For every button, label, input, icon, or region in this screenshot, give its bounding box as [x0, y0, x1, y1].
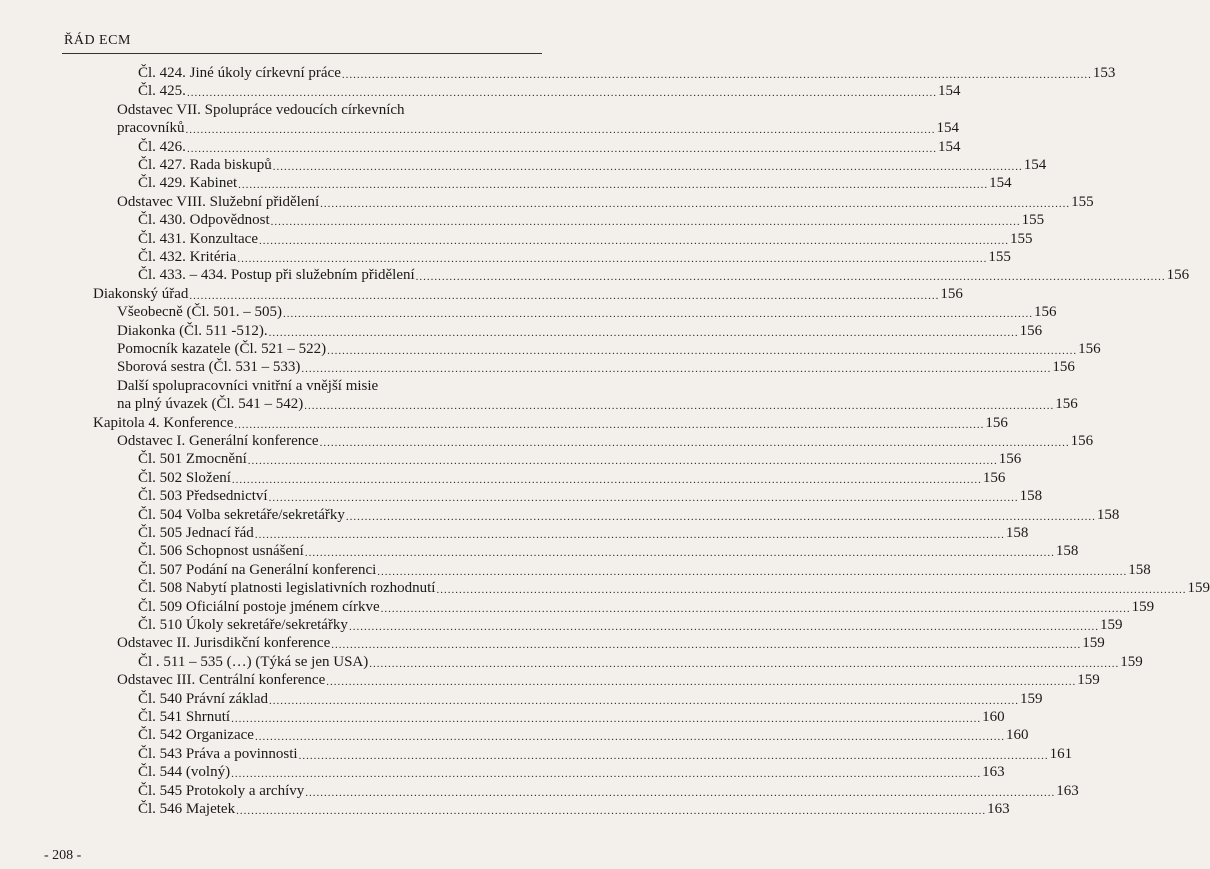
toc-entry-title: Čl. 544 (volný): [138, 764, 231, 781]
toc-entry-title: Čl. 503 Předsednictví: [138, 488, 268, 505]
toc-entry-page-number: 154: [936, 120, 959, 137]
toc-entry-page-number: 154: [937, 138, 961, 155]
toc-entry[interactable]: [0, 763, 1005, 781]
toc-entry[interactable]: [0, 745, 1073, 763]
toc-entry-title: Odstavec III. Centrální konference: [117, 672, 326, 689]
toc-entry[interactable]: [0, 690, 1043, 708]
toc-entry[interactable]: [0, 340, 1101, 358]
page-number-footer: - 208 -: [44, 848, 82, 863]
dot-leader: ........................................................................................................................................................................................................: [186, 142, 937, 155]
dot-leader: ........................................................................................................................................................................................................: [238, 179, 989, 192]
dot-leader: ........................................................................................................................................................................................................: [304, 400, 1055, 413]
toc-entry-title: Čl. 505 Jednací řád: [138, 525, 254, 541]
dot-leader: ........................................................................................................................................................................................................: [186, 87, 937, 100]
toc-entry-line: [117, 340, 1101, 358]
toc-entry-page-number: 156: [1052, 359, 1075, 376]
toc-entry-line: [117, 395, 1078, 413]
toc-entry-title: Čl. 429. Kabinet: [138, 175, 238, 192]
dot-leader: ........................................................................................................................................................................................................: [254, 731, 1005, 744]
toc-entry-line: [93, 285, 963, 303]
dot-leader: ........................................................................................................................................................................................................: [231, 473, 982, 486]
toc-entry-page-number: 163: [1056, 782, 1079, 799]
toc-entry[interactable]: [0, 616, 1123, 634]
toc-entry-title: Čl. 509 Oficiální postoje jménem církve: [138, 598, 380, 615]
dot-leader: ........................................................................................................................................................................................................: [231, 768, 982, 781]
toc-entry-line: [138, 616, 1123, 634]
toc-entry-title: Čl. 510 Úkoly sekretáře/sekretářky: [138, 617, 348, 633]
toc-entry-line: [117, 101, 406, 119]
toc-entry-line: [138, 469, 1006, 487]
toc-entry[interactable]: [0, 358, 1075, 376]
toc-entry-line: [117, 322, 1043, 340]
dot-leader: ........................................................................................................................................................................................................: [236, 805, 987, 817]
toc-entry-page-number: 155: [1021, 212, 1045, 229]
dot-leader: ........................................................................................................................................................................................................: [327, 345, 1078, 357]
dot-leader: ........................................................................................................................................................................................................: [298, 749, 1049, 762]
toc-entry[interactable]: [0, 598, 1155, 616]
toc-entry-line: [93, 414, 1008, 432]
toc-entry-page-number: 156: [1033, 304, 1057, 321]
dot-leader: ........................................................................................................................................................................................................: [254, 529, 1005, 541]
toc-entry-line: [138, 708, 1005, 726]
dot-leader: ........................................................................................................................................................................................................: [234, 418, 985, 431]
toc-entry-page-number: 160: [982, 709, 1005, 725]
toc-entry-title: Čl. 430. Odpovědnost: [138, 212, 270, 229]
toc-entry-title: Čl. 508 Nabytí platnosti legislativních rozhodnutí: [138, 580, 436, 597]
toc-entry-line: [138, 174, 1012, 192]
toc-entry-title: Čl. 542 Organizace: [138, 727, 254, 744]
toc-entry-line: [117, 303, 1057, 321]
toc-entry-page-number: 159: [1077, 672, 1100, 689]
toc-entry-title: Čl. 427. Rada biskupů: [138, 157, 272, 173]
toc-entry[interactable]: [0, 782, 1079, 800]
toc-entry-title: Čl . 511 – 535 (…) (Týká se jen USA): [138, 653, 369, 670]
toc-entry-line: [138, 561, 1151, 579]
dot-leader: ........................................................................................................................................................................................................: [341, 69, 1092, 81]
toc-entry-page-number: 154: [937, 83, 961, 100]
toc-entry[interactable]: [0, 524, 1029, 542]
toc-entry-title: Diakonský úřad: [93, 285, 189, 302]
toc-entry-title: Čl. 507 Podání na Generální konferenci: [138, 561, 377, 578]
toc-entry-line: [117, 377, 379, 395]
dot-leader: ........................................................................................................................................................................................................: [268, 492, 1019, 505]
dot-leader: ........................................................................................................................................................................................................: [320, 197, 1071, 210]
toc-entry-title: Odstavec I. Generální konference: [117, 433, 319, 449]
toc-entry[interactable]: [0, 377, 600, 395]
toc-entry[interactable]: [0, 193, 1094, 211]
toc-entry[interactable]: [0, 469, 1006, 487]
toc-entry-title: Čl. 543 Práva a povinnosti: [138, 745, 298, 762]
toc-entry[interactable]: [0, 211, 1045, 229]
toc-entry-title: Čl. 502 Složení: [138, 469, 231, 486]
toc-entry-page-number: 158: [1128, 561, 1151, 578]
toc-entry-line: [138, 800, 1010, 818]
dot-leader: ........................................................................................................................................................................................................: [270, 216, 1021, 229]
toc-entry-title: Sborová sestra (Čl. 531 – 533): [117, 359, 301, 376]
toc-entry[interactable]: [0, 800, 1010, 818]
toc-entry[interactable]: [0, 101, 600, 119]
dot-leader: ........................................................................................................................................................................................................: [247, 455, 998, 468]
toc-entry-title: Odstavec II. Jurisdikční konference: [117, 635, 331, 652]
dot-leader: ........................................................................................................................................................................................................: [237, 253, 988, 265]
toc-entry-title: Další spolupracovníci vnitřní a vnější misie: [117, 377, 379, 394]
toc-entry-title: Odstavec VIII. Služební přidělení: [117, 193, 320, 210]
toc-entry-title: Čl. 541 Shrnutí: [138, 709, 231, 725]
toc-entry-title: Všeobecně (Čl. 501. – 505): [117, 304, 282, 321]
toc-entry-line: [138, 487, 1043, 505]
toc-entry-title: Čl. 432. Kritéria: [138, 249, 237, 265]
toc-entry-page-number: 156: [982, 469, 1006, 486]
toc-entry-page-number: 159: [1120, 653, 1143, 670]
toc-entry-line: [117, 432, 1094, 450]
toc-entry-page-number: 156: [1078, 341, 1101, 357]
toc-entry-line: [138, 230, 1033, 248]
toc-entry-title: Čl. 545 Protokoly a archívy: [138, 782, 305, 799]
toc-entry-line: [138, 763, 1005, 781]
toc-entry-line: [138, 745, 1073, 763]
dot-leader: ........................................................................................................................................................................................................: [258, 234, 1009, 247]
toc-entry-page-number: 160: [1005, 727, 1029, 744]
toc-entry-page-number: 158: [1005, 525, 1029, 541]
toc-entry-page-number: 159: [1131, 598, 1155, 615]
toc-entry[interactable]: [0, 230, 1033, 248]
toc-entry[interactable]: [0, 248, 1011, 266]
toc-entry[interactable]: [0, 726, 1029, 744]
toc-entry[interactable]: [0, 322, 1043, 340]
toc-entry-page-number: 154: [989, 175, 1012, 192]
toc-entry[interactable]: [0, 487, 1043, 505]
toc-entry-line: [138, 598, 1155, 616]
toc-entry[interactable]: [0, 119, 959, 137]
toc-entry-line: [117, 634, 1105, 652]
toc-entry-title: pracovníků: [117, 120, 185, 137]
toc-entry-line: [138, 450, 1022, 468]
toc-entry-page-number: 159: [1082, 635, 1105, 652]
dot-leader: ........................................................................................................................................................................................................: [369, 657, 1120, 670]
toc-entry[interactable]: [0, 266, 1190, 284]
toc-entry-line: [117, 358, 1075, 376]
toc-entry[interactable]: [0, 671, 1100, 689]
toc-entry-page-number: 155: [1009, 230, 1033, 247]
toc-entry-line: [138, 782, 1079, 800]
dot-leader: ........................................................................................................................................................................................................: [268, 326, 1019, 339]
dot-leader: ........................................................................................................................................................................................................: [282, 308, 1033, 321]
toc-entry-line: [138, 524, 1029, 542]
toc-entry[interactable]: [0, 174, 1012, 192]
toc-entry-line: [138, 506, 1120, 524]
toc-entry[interactable]: [0, 64, 1116, 82]
toc-entry-title: na plný úvazek (Čl. 541 – 542): [117, 396, 304, 413]
toc-entry-page-number: 163: [987, 801, 1010, 817]
toc-entry-title: Čl. 506 Schopnost usnášení: [138, 543, 304, 560]
toc-entry-line: [117, 119, 959, 137]
toc-entry-page-number: 158: [1055, 543, 1079, 560]
dot-leader: ........................................................................................................................................................................................................: [272, 161, 1023, 173]
toc-entry-line: [117, 671, 1100, 689]
toc-entry-line: [138, 82, 961, 100]
toc-entry-line: [138, 726, 1029, 744]
toc-entry-line: [138, 248, 1011, 266]
running-header: ŘÁD ECM: [64, 33, 131, 48]
dot-leader: ........................................................................................................................................................................................................: [189, 289, 940, 302]
toc-entry[interactable]: [0, 138, 961, 156]
toc-entry-page-number: 158: [1019, 488, 1043, 505]
toc-entry-line: [138, 690, 1043, 708]
toc-entry[interactable]: [0, 450, 1022, 468]
toc-entry-page-number: 156: [985, 414, 1008, 431]
toc-entry-title: Čl. 425.: [138, 83, 186, 100]
dot-leader: ........................................................................................................................................................................................................: [304, 547, 1055, 560]
dot-leader: ........................................................................................................................................................................................................: [345, 510, 1096, 523]
toc-entry-title: Pomocník kazatele (Čl. 521 – 522): [117, 341, 327, 357]
toc-entry-title: Čl. 540 Právní základ: [138, 690, 268, 707]
toc-entry-line: [138, 266, 1190, 284]
toc-entry-page-number: 153: [1092, 65, 1116, 81]
dot-leader: ........................................................................................................................................................................................................: [326, 676, 1077, 689]
toc-entry-title: Čl. 426.: [138, 138, 186, 155]
toc-entry-line: [138, 542, 1079, 560]
toc-entry-page-number: 159: [1187, 580, 1210, 597]
toc-entry-line: [138, 64, 1116, 82]
toc-entry[interactable]: [0, 303, 1057, 321]
toc-entry-title: Kapitola 4. Konference: [93, 414, 234, 431]
dot-leader: ........................................................................................................................................................................................................: [348, 621, 1099, 633]
toc-entry-page-number: 156: [1070, 433, 1094, 449]
header-rule: [62, 53, 542, 54]
toc-entry-line: [117, 193, 1094, 211]
dot-leader: ........................................................................................................................................................................................................: [331, 639, 1082, 652]
toc-entry[interactable]: [0, 395, 1078, 413]
toc-entry[interactable]: [0, 156, 1047, 174]
toc-entry-page-number: 155: [1071, 193, 1094, 210]
toc-entry-page-number: 159: [1019, 690, 1043, 707]
toc-entry-page-number: 156: [1055, 396, 1078, 413]
toc-entry[interactable]: [0, 285, 963, 303]
toc-entry-line: [138, 211, 1045, 229]
dot-leader: ........................................................................................................................................................................................................: [301, 363, 1052, 376]
dot-leader: ........................................................................................................................................................................................................: [415, 271, 1166, 284]
toc-entry-line: [138, 138, 961, 156]
dot-leader: ........................................................................................................................................................................................................: [377, 565, 1128, 578]
toc-entry-page-number: 159: [1099, 617, 1123, 633]
toc-entry[interactable]: [0, 708, 1005, 726]
toc-entry-line: [138, 579, 1210, 597]
toc-entry-line: [138, 653, 1143, 671]
dot-leader: ........................................................................................................................................................................................................: [268, 694, 1019, 707]
toc-entry[interactable]: [0, 432, 1094, 450]
toc-entry-title: Čl. 424. Jiné úkoly církevní práce: [138, 65, 341, 81]
toc-entry-page-number: 154: [1023, 157, 1047, 173]
dot-leader: ........................................................................................................................................................................................................: [436, 584, 1187, 597]
dot-leader: ........................................................................................................................................................................................................: [305, 786, 1056, 799]
toc-entry-title: Čl. 433. – 434. Postup při služebním přidělení: [138, 267, 415, 284]
dot-leader: ........................................................................................................................................................................................................: [380, 602, 1131, 615]
toc-entry[interactable]: [0, 542, 1079, 560]
toc-entry-page-number: 163: [982, 764, 1005, 781]
dot-leader: ........................................................................................................................................................................................................: [185, 124, 936, 137]
toc-entry[interactable]: [0, 414, 1008, 432]
toc-entry-title: Diakonka (Čl. 511 -512).: [117, 322, 268, 339]
dot-leader: ........................................................................................................................................................................................................: [319, 437, 1070, 449]
toc-entry-title: Čl. 431. Konzultace: [138, 230, 258, 247]
toc-entry[interactable]: [0, 579, 1210, 597]
toc-entry-title: Čl. 546 Majetek: [138, 801, 236, 817]
toc-entry-page-number: 158: [1096, 506, 1120, 523]
toc-entry-page-number: 156: [998, 451, 1022, 468]
toc-entry[interactable]: [0, 82, 961, 100]
toc-entry-page-number: 155: [988, 249, 1011, 265]
toc-entry-page-number: 156: [940, 285, 963, 302]
toc-entry[interactable]: [0, 634, 1105, 652]
toc-entry[interactable]: [0, 653, 1143, 671]
toc-entry-page-number: 156: [1166, 267, 1190, 284]
toc-entry-title: Čl. 504 Volba sekretáře/sekretářky: [138, 506, 345, 523]
toc-entry-title: Odstavec VII. Spolupráce vedoucích církevních: [117, 101, 405, 118]
toc-entry[interactable]: [0, 561, 1151, 579]
toc-entry-title: Čl. 501 Zmocnění: [138, 451, 247, 468]
toc-entry-page-number: 161: [1049, 745, 1073, 762]
dot-leader: ........................................................................................................................................................................................................: [231, 713, 982, 725]
toc-entry[interactable]: [0, 506, 1120, 524]
toc-entry-page-number: 156: [1019, 322, 1043, 339]
toc-entry-line: [138, 156, 1047, 174]
